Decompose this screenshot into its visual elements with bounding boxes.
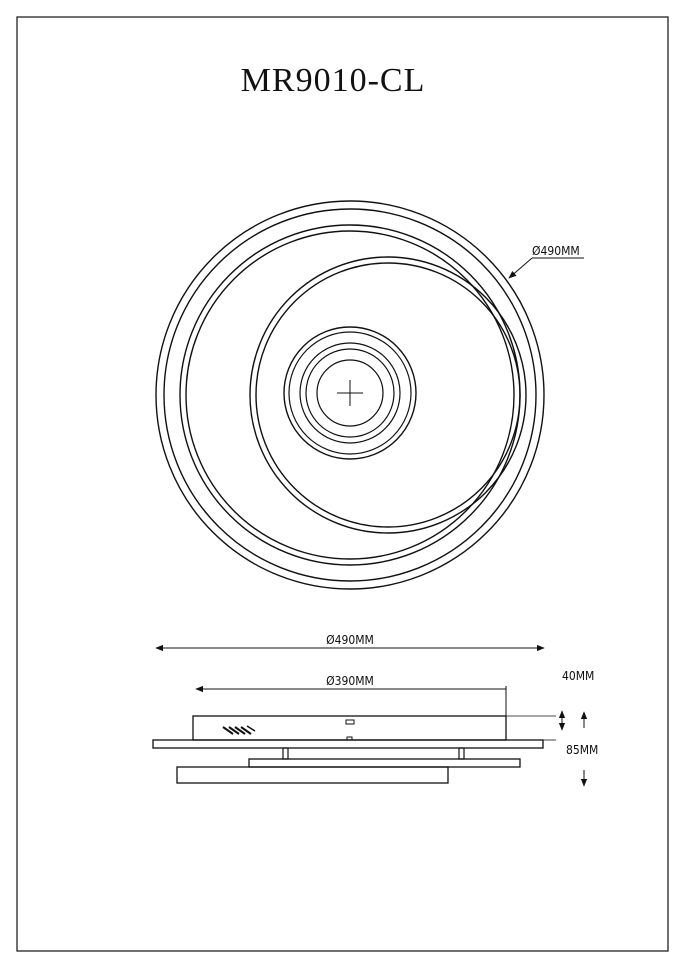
left-spacer (283, 748, 288, 759)
right-spacer (459, 748, 464, 759)
total-height-label: 85MM (566, 743, 599, 757)
diameter-leader-line (509, 258, 532, 278)
middle-ring-profile (249, 759, 520, 767)
canopy-indicator-slot (346, 720, 354, 724)
drawing-border (17, 17, 668, 951)
side-view (153, 633, 598, 786)
top-diameter-label: Ø490MM (532, 244, 580, 258)
right-ring-outer-edge (250, 257, 526, 533)
vent-slots (223, 726, 255, 734)
bottom-ring-profile (177, 767, 448, 783)
top-view (156, 201, 584, 589)
side-outer-diameter-label: Ø490MM (326, 633, 374, 647)
side-base-diameter-label: Ø390MM (326, 674, 374, 688)
outer-ring-profile (153, 740, 543, 748)
model-title: MR9010-CL (240, 62, 426, 99)
right-ring-inner-edge (256, 263, 520, 527)
base-height-label: 40MM (562, 669, 595, 683)
